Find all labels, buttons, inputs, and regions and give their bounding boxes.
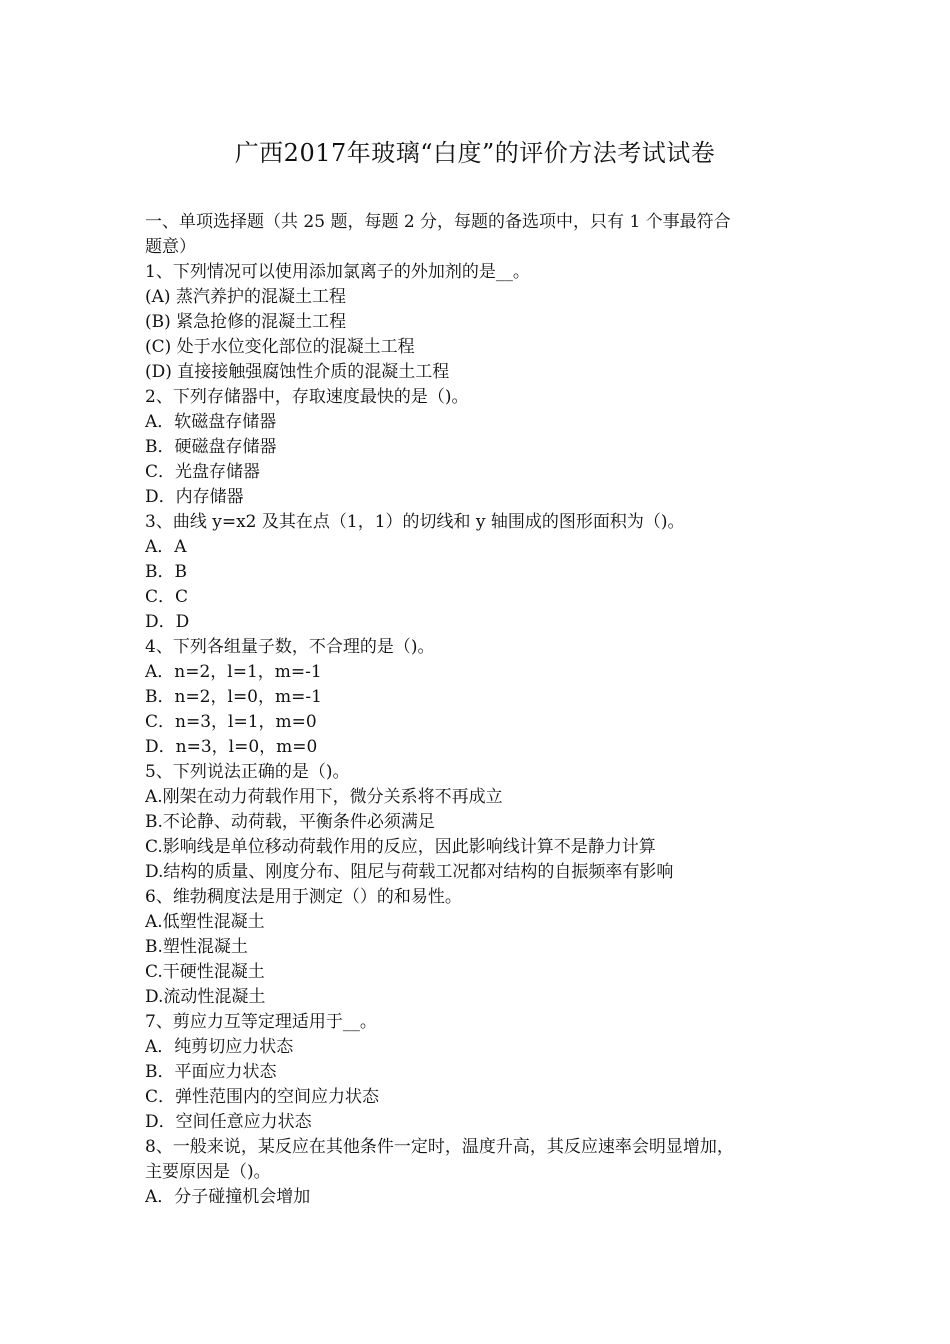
question-6-option-a: A.低塑性混凝土 [145,912,265,932]
question-3: 3、曲线 y=x2 及其在点（1，1）的切线和 y 轴围成的图形面积为（)。 [145,512,685,532]
question-6-option-b: B.塑性混凝土 [145,937,248,957]
question-6: 6、维勃稠度法是用于测定（）的和易性。 [145,887,462,907]
question-1-option-d: (D) 直接接触强腐蚀性介质的混凝土工程 [145,362,450,382]
question-6-option-c: C.干硬性混凝土 [145,962,265,982]
section-heading-line-1: 一、单项选择题（共 25 题，每题 2 分，每题的备选项中，只有 1 个事最符合 [145,212,731,232]
question-8-line-1: 8、一般来说，某反应在其他条件一定时，温度升高，其反应速率会明显增加， [145,1137,734,1157]
question-3-option-c: C．C [145,587,189,607]
question-2-option-c: C．光盘存储器 [145,462,261,482]
question-2-option-a: A．软磁盘存储器 [145,412,277,432]
question-3-option-a: A．A [145,537,187,557]
question-8-option-a: A．分子碰撞机会增加 [145,1187,311,1207]
question-7-option-d: D．空间任意应力状态 [145,1112,312,1132]
question-7-option-b: B．平面应力状态 [145,1062,277,1082]
document-title: 广西2017年玻璃“白度”的评价方法考试试卷 [234,139,716,167]
question-4-option-a: A．n=2，l=1，m=-1 [145,662,322,682]
question-7-option-a: A．纯剪切应力状态 [145,1037,294,1057]
question-1-option-b: (B) 紧急抢修的混凝土工程 [145,312,347,332]
question-4-option-c: C．n=3，l=1，m=0 [145,712,317,732]
question-8-line-2: 主要原因是（)。 [145,1162,271,1182]
document-body [145,210,810,1210]
question-7-option-c: C．弹性范围内的空间应力状态 [145,1087,380,1107]
question-2: 2、下列存储器中，存取速度最快的是（)。 [145,387,469,407]
question-2-option-d: D．内存储器 [145,487,244,507]
question-4: 4、下列各组量子数，不合理的是（)。 [145,637,435,657]
question-4-option-d: D．n=3，l=0，m=0 [145,737,318,757]
question-5-option-c: C.影响线是单位移动荷载作用的反应，因此影响线计算不是静力计算 [145,837,656,857]
section-heading-line-2: 题意） [145,237,196,257]
question-3-option-b: B．B [145,562,187,582]
question-1: 1、下列情况可以使用添加氯离子的外加剂的是__。 [145,262,530,282]
question-3-option-d: D．D [145,612,190,632]
question-1-option-a: (A) 蒸汽养护的混凝土工程 [145,287,346,307]
question-1-option-c: (C) 处于水位变化部位的混凝土工程 [145,337,415,357]
question-5-option-a: A.刚架在动力荷载作用下，微分关系将不再成立 [145,787,503,807]
question-4-option-b: B．n=2，l=0，m=-1 [145,687,322,707]
question-2-option-b: B．硬磁盘存储器 [145,437,277,457]
question-6-option-d: D.流动性混凝土 [145,987,266,1007]
question-5: 5、下列说法正确的是（)。 [145,762,350,782]
question-7: 7、剪应力互等定理适用于__。 [145,1012,377,1032]
question-5-option-b: B.不论静、动荷载，平衡条件必须满足 [145,812,435,832]
question-5-option-d: D.结构的质量、刚度分布、阻尼与荷载工况都对结构的自振频率有影响 [145,862,674,882]
